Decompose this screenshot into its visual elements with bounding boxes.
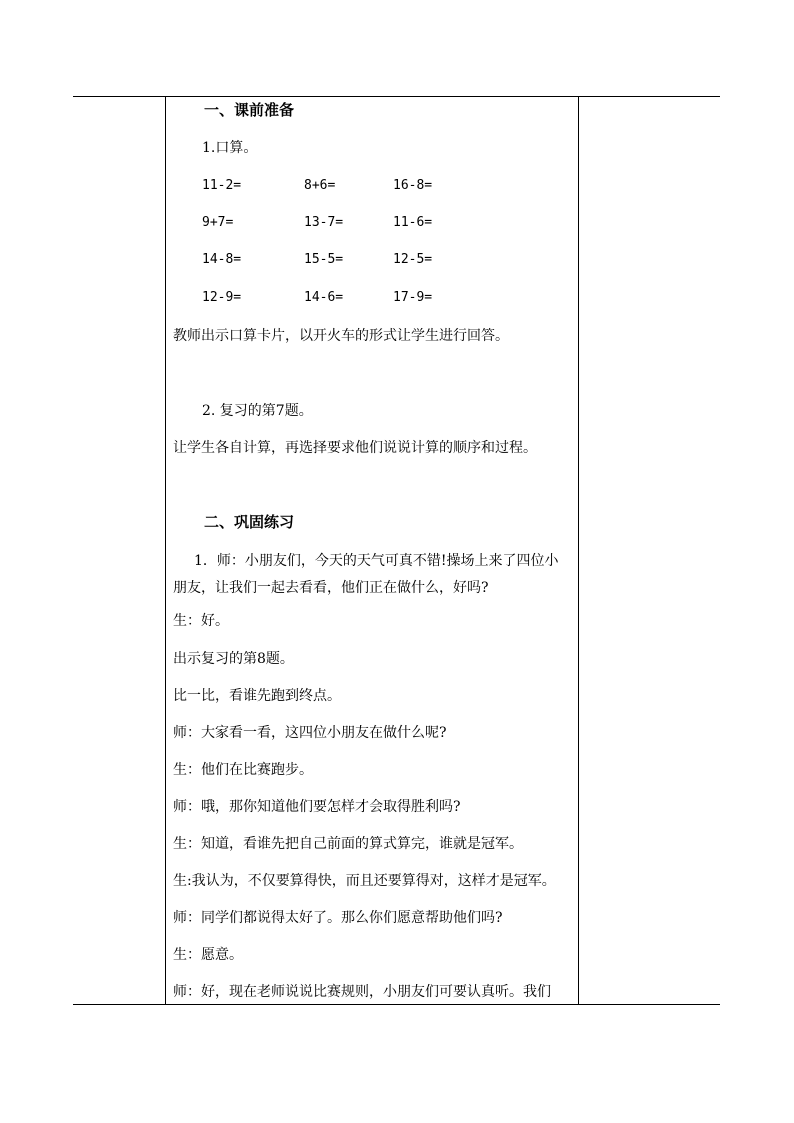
problem-r1-c1: 11-2= — [202, 178, 242, 193]
problem-r3-c2: 15-5= — [304, 252, 344, 267]
section1-heading: 一、课前准备 — [204, 101, 295, 119]
dialogue-line: 出示复习的第8题。 — [173, 651, 294, 667]
problem-r1-c2: 8+6= — [304, 178, 336, 193]
item2-title: 2. 复习的第7题。 — [202, 403, 313, 419]
lesson-table — [73, 96, 720, 1005]
dialogue-line: 师：大家看一看，这四位小朋友在做什么呢? — [173, 725, 447, 741]
section2-heading: 二、巩固练习 — [204, 513, 295, 531]
dialogue-line: 生:我认为，不仅要算得快，而且还要算得对，这样才是冠军。 — [173, 873, 556, 889]
dialogue-line: 生：好。 — [173, 613, 229, 629]
table-right-divider — [578, 96, 579, 1005]
problem-r2-c1: 9+7= — [202, 215, 234, 230]
problem-r1-c3: 16-8= — [393, 178, 433, 193]
dialogue-line: 朋友，让我们一起去看看，他们正在做什么，好吗? — [173, 580, 489, 596]
dialogue-line: 师：好，现在老师说说比赛规则，小朋友们可要认真听。我们 — [173, 984, 551, 1000]
problem-r4-c2: 14-6= — [304, 290, 344, 305]
table-bottom-border — [73, 1004, 720, 1005]
dialogue-line: 1．师：小朋友们，今天的天气可真不错!操场上来了四位小 — [194, 553, 559, 569]
dialogue-line: 生：知道，看谁先把自己前面的算式算完，谁就是冠军。 — [173, 836, 523, 852]
dialogue-line: 生：他们在比赛跑步。 — [173, 762, 313, 778]
problem-r3-c3: 12-5= — [393, 252, 433, 267]
problem-r3-c1: 14-8= — [202, 252, 242, 267]
item2-note: 让学生各自计算，再选择要求他们说说计算的顺序和过程。 — [173, 440, 537, 456]
dialogue-line: 生：愿意。 — [173, 947, 243, 963]
item1-note: 教师出示口算卡片，以开火车的形式让学生进行回答。 — [173, 328, 509, 344]
problem-r4-c1: 12-9= — [202, 290, 242, 305]
problem-r4-c3: 17-9= — [393, 290, 433, 305]
problem-r2-c2: 13-7= — [304, 215, 344, 230]
dialogue-line: 师：哦，那你知道他们要怎样才会取得胜利吗? — [173, 799, 461, 815]
problem-r2-c3: 11-6= — [393, 215, 433, 230]
lesson-content-cell — [166, 97, 578, 1003]
dialogue-line: 师：同学们都说得太好了。那么你们愿意帮助他们吗? — [173, 910, 503, 926]
item1-title: 1.口算。 — [202, 140, 258, 156]
dialogue-line: 比一比，看谁先跑到终点。 — [173, 688, 341, 704]
